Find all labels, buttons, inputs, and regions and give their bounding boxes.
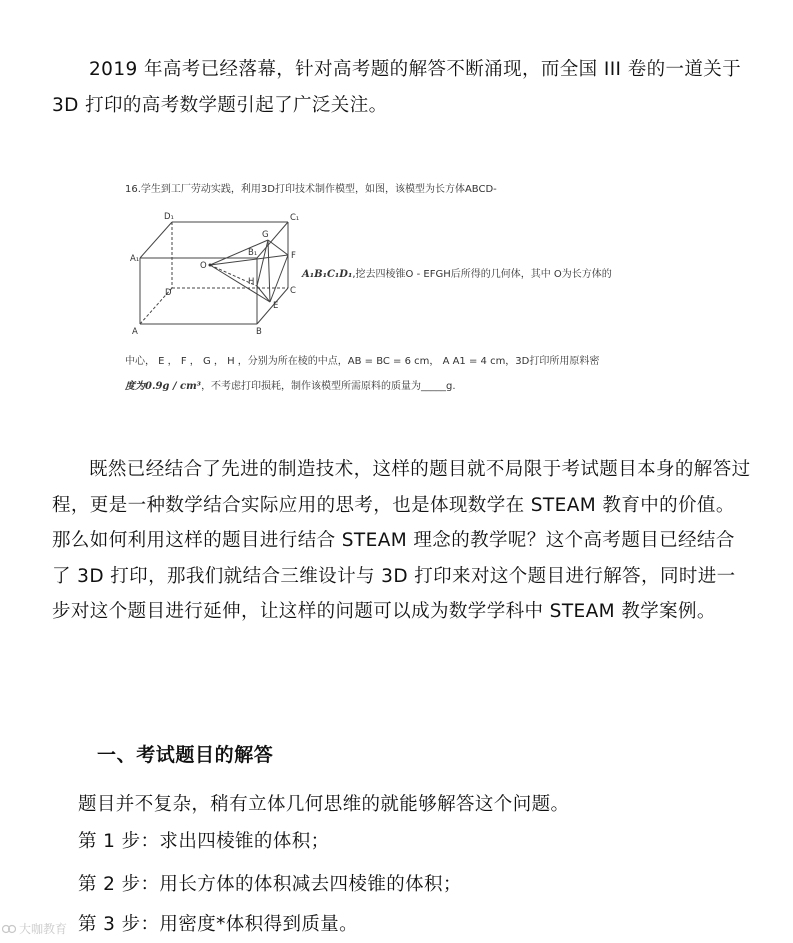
- label-d1: D₁: [164, 212, 174, 222]
- label-c: C: [290, 286, 296, 296]
- label-h: H: [248, 277, 255, 287]
- label-a1: A₁: [130, 254, 140, 264]
- edge-a1d1: [140, 222, 172, 258]
- exam-question-figure: [120, 170, 675, 400]
- solution-intro-line: 题目并不复杂，稍有立体几何思维的就能够解答这个问题。: [78, 794, 570, 815]
- question-line-2: [302, 265, 612, 280]
- intro-paragraph: 2019 年高考已经落幕，针对高考题的解答不断涌现，而全国 III 卷的一道关于 3D 打印的高考数学题引起了广泛关注。: [52, 59, 742, 116]
- label-b1: B₁: [248, 248, 258, 258]
- pyramid-gf: [268, 240, 288, 255]
- label-e: E: [273, 301, 279, 311]
- density-value: 度为0.9g / cm³: [125, 381, 202, 392]
- watermark-text: 大咖教育: [19, 922, 68, 936]
- watermark: [2, 920, 67, 937]
- label-f: F: [291, 251, 296, 261]
- pyramid-ge: [268, 240, 270, 302]
- step-3-line: 第 3 步：用密度*体积得到质量。: [78, 914, 359, 935]
- pyramid-hg: [257, 240, 268, 286]
- pyramid-fe: [270, 255, 288, 302]
- question-line-3: 中心， E ， F ， G ， H ，分别为所在棱的中点，AB = BC = 6 cm， A A1 = 4 cm，3D打印所用原料密: [125, 356, 600, 367]
- question-line-1: 16.学生到工厂劳动实践，利用3D打印技术制作模型，如图，该模型为长方体ABCD-: [125, 184, 497, 195]
- label-a: A: [132, 327, 138, 337]
- question-line-4: [125, 377, 456, 392]
- step-1-line: 第 1 步：求出四棱锥的体积；: [78, 831, 330, 852]
- label-c1: C₁: [290, 213, 300, 223]
- question-line-2-prefix: A₁B₁C₁D₁: [302, 269, 353, 280]
- section-heading: 一、考试题目的解答: [97, 744, 274, 766]
- label-o: O: [200, 261, 207, 271]
- cuboid-diagram: [120, 200, 300, 350]
- question-line-2-text: ,挖去四棱锥O - EFGH后所得的几何体，其中 O为长方体的: [352, 269, 612, 280]
- label-b: B: [256, 327, 262, 337]
- label-d: D: [165, 288, 172, 298]
- body-paragraph: 既然已经结合了先进的制造技术，这样的题目就不局限于考试题目本身的解答过程，更是一种数学结合实际应用的思考，也是体现数学在 STEAM 教育中的价值。那么如何利用这样的题目进行结合 STEAM 理念的教学呢？这个高考题目已经结合了 3D 打印，那我们就结合三维设计与 3D 打印来对这个题目进行解答，同时进一步对这个题目进行延伸，让这样的问题可以成为数学学科中 STEAM 教学案例。: [52, 459, 751, 622]
- edge-b1c1: [257, 222, 288, 258]
- question-line-4-text: ，不考虑打印损耗，制作该模型所需原料的质量为_____g.: [201, 381, 456, 392]
- step-2-line: 第 2 步：用长方体的体积减去四棱锥的体积；: [78, 874, 462, 895]
- center-point-o: [209, 264, 212, 267]
- label-g: G: [262, 230, 269, 240]
- watermark-logo-icon: [2, 924, 16, 934]
